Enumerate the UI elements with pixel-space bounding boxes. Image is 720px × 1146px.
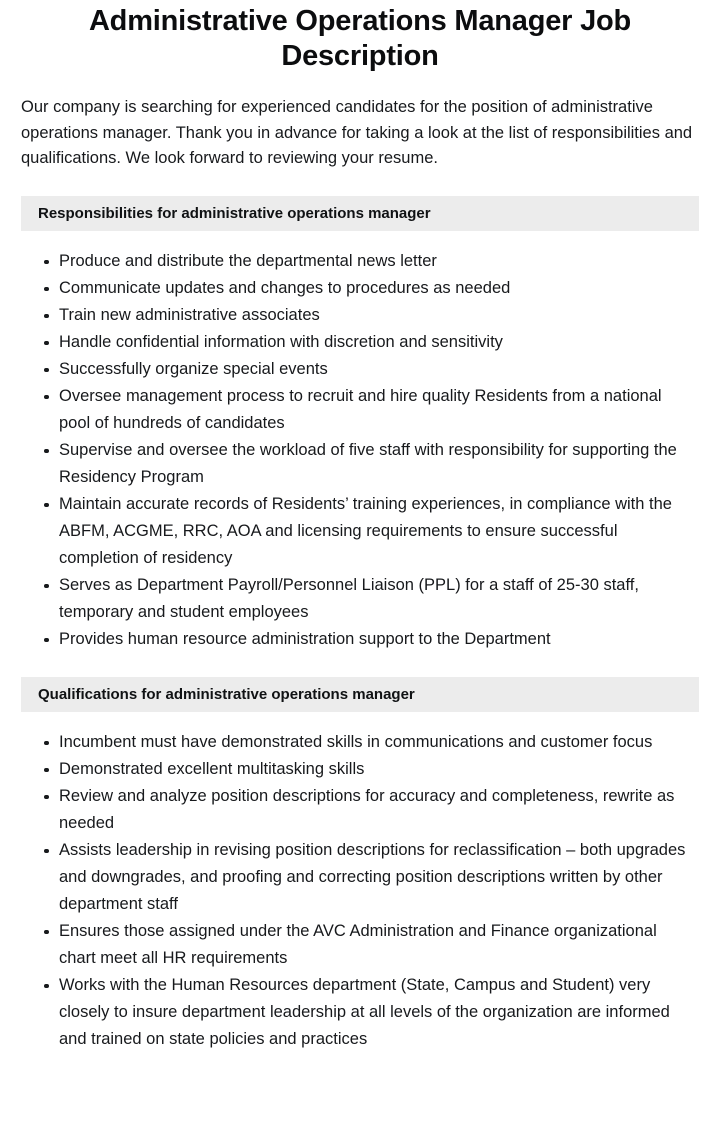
- list-item: Handle confidential information with discretion and sensitivity: [21, 329, 699, 356]
- section-heading-responsibilities: Responsibilities for administrative operations manager: [21, 196, 699, 231]
- list-item: Provides human resource administration support to the Department: [21, 626, 699, 653]
- list-item: Oversee management process to recruit and hire quality Residents from a national pool of hundreds of candidates: [21, 383, 699, 437]
- section-responsibilities: [21, 196, 699, 653]
- list-item: Incumbent must have demonstrated skills in communications and customer focus: [21, 729, 699, 756]
- intro-paragraph: Our company is searching for experienced candidates for the position of administrative operations manager. Thank you in advance for taking a look at the list of responsibilities and qualifications. We look forward to reviewing your resume.: [21, 98, 693, 167]
- list-item: Demonstrated excellent multitasking skills: [21, 756, 699, 783]
- section-heading-qualifications: Qualifications for administrative operations manager: [21, 677, 699, 712]
- responsibilities-list: [21, 231, 699, 653]
- list-item: Works with the Human Resources department (State, Campus and Student) very closely to insure department leadership at all levels of the organization are informed and trained on state policies and practices: [21, 972, 699, 1053]
- list-item: Ensures those assigned under the AVC Administration and Finance organizational chart meet all HR requirements: [21, 918, 699, 972]
- list-item: Review and analyze position descriptions for accuracy and completeness, rewrite as needed: [21, 783, 699, 837]
- list-item: Successfully organize special events: [21, 356, 699, 383]
- qualifications-list: [21, 712, 699, 1053]
- list-item: Produce and distribute the departmental news letter: [21, 248, 699, 275]
- list-item: Supervise and oversee the workload of five staff with responsibility for supporting the Residency Program: [21, 437, 699, 491]
- list-item: Communicate updates and changes to procedures as needed: [21, 275, 699, 302]
- section-qualifications: [21, 677, 699, 1053]
- list-item: Assists leadership in revising position descriptions for reclassification – both upgrades and downgrades, and proofing and correcting position descriptions written by other department staff: [21, 837, 699, 918]
- page-title: Administrative Operations Manager Job Description: [88, 5, 632, 72]
- list-item: Serves as Department Payroll/Personnel Liaison (PPL) for a staff of 25-30 staff, temporary and student employees: [21, 572, 699, 626]
- list-item: Maintain accurate records of Residents’ training experiences, in compliance with the ABFM, ACGME, RRC, AOA and licensing requirements to ensure successful completion of residency: [21, 491, 699, 572]
- list-item: Train new administrative associates: [21, 302, 699, 329]
- bottom-spacer: [21, 1053, 699, 1071]
